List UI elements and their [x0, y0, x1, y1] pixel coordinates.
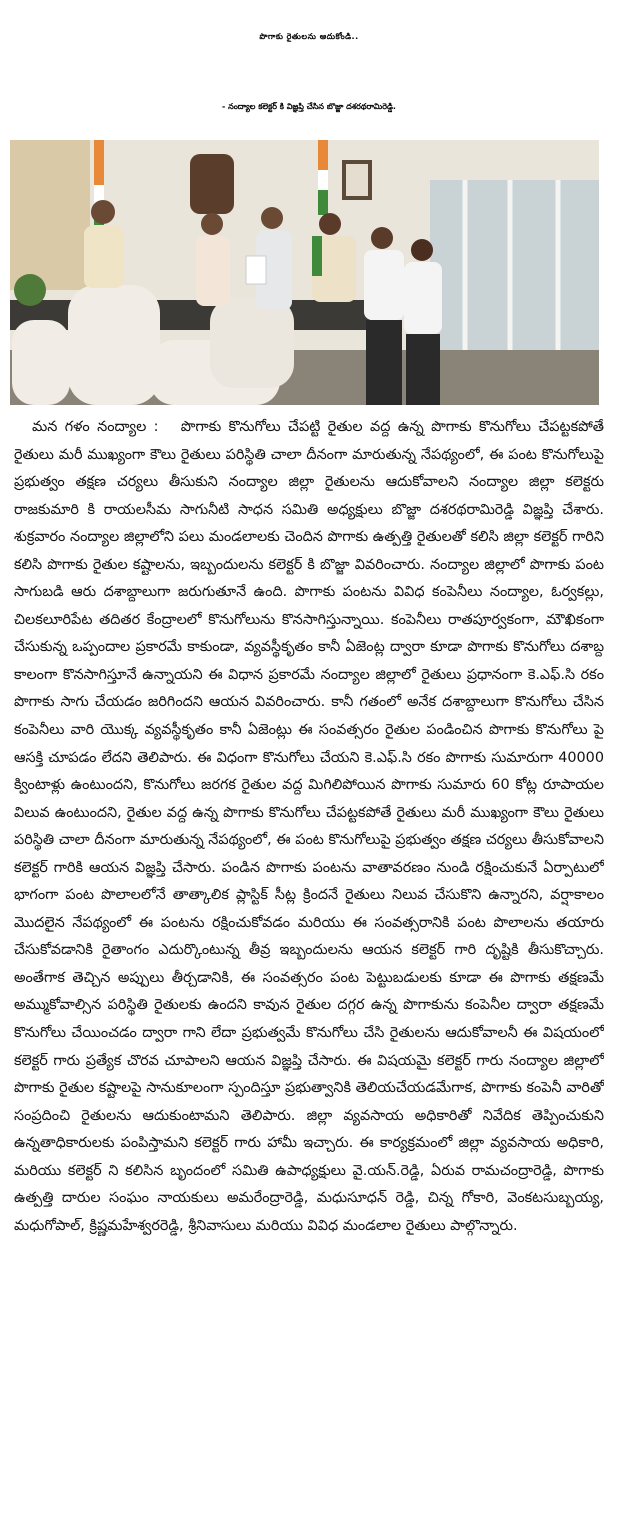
headline: పొగాకు రైతులను ఆదుకోండి.. — [259, 32, 359, 41]
dateline: మన గళం నంద్యాల : — [32, 419, 159, 435]
article-body — [14, 414, 604, 1510]
press-photo — [10, 140, 599, 405]
press-photo-collector-meeting-icon — [10, 140, 599, 405]
article-text: పొగాకు కొనుగోలు చేపట్టి రైతుల వద్ద ఉన్న పొగాకు కొనుగోలు చేపట్టకపోతే రైతులు మరీ ముఖ్యంగా కౌలు రైతులు పరిస్థితి చాలా దీనంగా మారుతున్న నేపథ్యంలో, ఈ పంట కొనుగోలుపై ప్రభుత్వం తక్షణ చర్యలు తీసుకుని నంద్యాల జిల్లా రైతులను ఆదుకోవాలని నంద్యాల జిల్లా కలెక్టరు రాజకుమారి కి రాయలసీమ సాగునీటి సాధన సమితి అధ్యక్షులు బొజ్జా దశరథరామిరెడ్డి విజ్ఞప్తి చేశారు. శుక్రవారం నంద్యాల జిల్లాలోని పలు మండలాలకు చెందిన పొగాకు ఉత్పత్తి రైతులతో కలిసి జిల్లా కలెక్టర్ గారిని కలిసి పొగాకు రైతుల కష్టాలను, ఇబ్బందులను కలెక్టర్ కి బొజ్జా వివరించారు. నంద్యాల జిల్లాలో పొగాకు పంట సాగుబడి ఆరు దశాబ్దాలుగా జరుగుతూనే ఉంది. పొగాకు పంటను వివిధ కంపెనీలు నంద్యాల, ఓర్వకల్లు, చిలకలూరిపేట తదితర కేంద్రాలలో కొనుగోలును కొనసాగిస్తున్నాయి. కంపెనీలు రాతపూర్వకంగా, మౌఖికంగా చేసుకున్న ఒప్పందాల ప్రకారమే కాకుండా, వ్యవస్థీకృతం కానీ ఏజెంట్ల ద్వారా కూడా పొగాకు కొనుగోలు దశాబ్ద కాలంగా కొనసాగిస్తూనే ఉన్నాయని ఈ విధాన ప్రకారమే నంద్యాల జిల్లాలో రైతులు ప్రధానంగా కె.ఎఫ్.సి రకం పొగాకు సాగు చేయడం జరిగిందని ఆయన వివరించారు. కానీ గతంలో అనేక దశాబ్దాలుగా కొనుగోలు చేసిన కంపెనీలు వారి యొక్క వ్యవస్థీకృతం కానీ ఏజెంట్లు ఈ సంవత్సరం రైతుల పండించిన పొగాకు కొనుగోలు పై ఆసక్తి చూపడం లేదని తెలిపారు. ఈ విధంగా కొనుగోలు చేయని కె.ఎఫ్.సి రకం పొగాకు సుమారుగా 40000 క్వింటాళ్లు ఉంటుందని, కొనుగోలు జరగక రైతుల వద్ద మిగిలిపోయిన పొగాకు సుమారు 60 కోట్ల రూపాయల విలువ ఉంటుందని, రైతుల వద్ద ఉన్న పొగాకు కొనుగోలు చేపట్టకపోతే రైతులు మరీ ముఖ్యంగా కౌలు రైతులు పరిస్థితి చాలా దీనంగా మారుతున్న నేపథ్యంలో, ఈ పంట కొనుగోలుపై ప్రభుత్వం తక్షణ చర్యలు తీసుకోవాలని కలెక్టర్ గారికి ఆయన విజ్ఞప్తి చేసారు. పండిన పొగాకు పంటను వాతావరణం నుండి రక్షించుకునే ఏర్పాటులో భాగంగా పంట పొలాలలోనే తాత్కాలిక ప్లాస్టిక్ సీట్ల క్రిందనే రైతులు నిలువ చేసుకొని ఉన్నారని, వర్షాకాలం మొదలైన నేపథ్యంలో ఈ పంటను రక్షించుకోవడం మరియు ఈ సంవత్సరానికి పంట పొలాలను తయారు చేసుకోవడానికి రైతాంగం ఎదుర్కొంటున్న తీవ్ర ఇబ్బందులను ఆయన కలెక్టర్ గారి దృష్టికి తీసుకొచ్చారు. అంతేగాక తెచ్చిన అప్పులు తీర్చడానికి, ఈ సంవత్సరం పంట పెట్టుబడులకు కూడా ఈ పొగాకు తక్షణమే అమ్ముకోవాల్సిన పరిస్థితి రైతులకు ఉందని కావున రైతుల దగ్గర ఉన్న పొగాకును కంపెనీల ద్వారా తక్షణమే కొనుగోలు చేయించడం ద్వారా గాని లేదా ప్రభుత్వమే కొనుగోలు చేసి రైతులను ఆదుకోవాలనీ ఈ విషయంలో కలెక్టర్ గారు ప్రత్యేక చొరవ చూపాలని ఆయన విజ్ఞప్తి చేసారు. ఈ విషయమై కలెక్టర్ గారు నంద్యాల జిల్లాలో పొగాకు రైతుల కష్టాలపై సానుకూలంగా స్పందిస్తూ ప్రభుత్వానికి తెలియచేయడమేగాక, పొగాకు కంపెనీ వారితో సంప్రదించి రైతులను ఆదుకుంటామని తెలిపారు. జిల్లా వ్యవసాయ అధికారితో నివేదిక తెప్పించుకుని ఉన్నతాధికారులకు పంపిస్తామని కలెక్టర్ గారు హామీ ఇచ్చారు. ఈ కార్యక్రమంలో జిల్లా వ్యవసాయ అధికారి, మరియు కలెక్టర్ ని కలిసిన బృందంలో సమితి ఉపాధ్యక్షులు వై.యన్.రెడ్డి, ఏరువ రామచంద్రారెడ్డి, పొగాకు ఉత్పత్తి దారుల సంఘం నాయకులు అమరేంద్రారెడ్డి, మధుసూధన్ రెడ్డి, చిన్న గోకారి, వెంకటసుబ్బయ్య, మధుగోపాల్, క్రిష్ణమహేశ్వరరెడ్డి, శ్రీనివాసులు మరియు వివిధ మండలాల రైతులు పాల్గొన్నారు. — [14, 419, 604, 1234]
subheadline: - నంద్యాల కలెక్టర్ కి విజ్ఞప్తి చేసిన బొజ్జా దశరథరామిరెడ్డి. — [222, 102, 396, 111]
